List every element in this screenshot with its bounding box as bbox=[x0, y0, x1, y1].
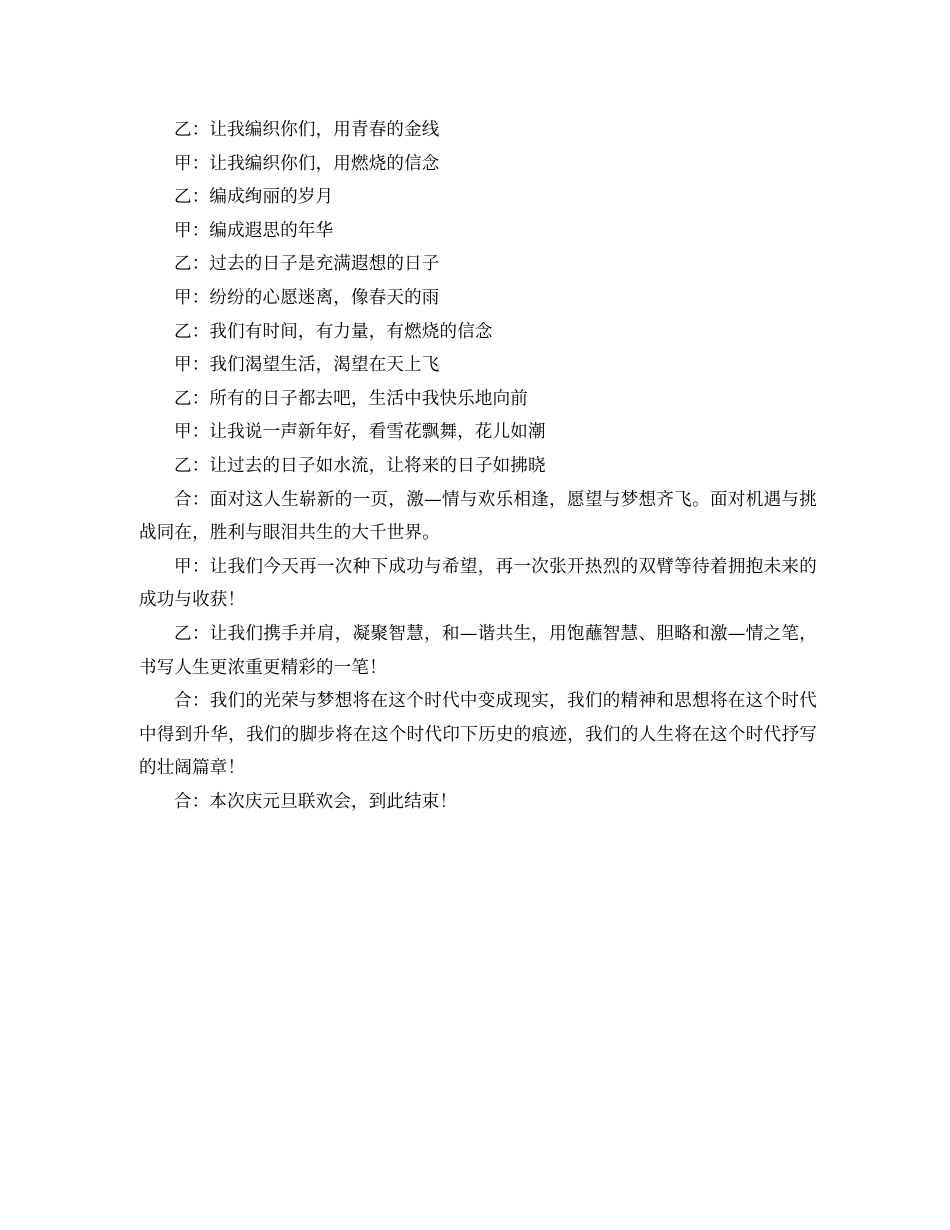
paragraph-1: 乙：让我编织你们，用青春的金线 bbox=[174, 120, 440, 140]
paragraph-11: 乙：让过去的日子如水流，让将来的日子如拂晓 bbox=[174, 455, 546, 476]
document-body bbox=[139, 114, 817, 819]
paragraph-5: 乙：过去的日子是充满遐想的日子 bbox=[174, 254, 440, 275]
paragraph-16: 合：本次庆元旦联欢会，到此结束！ bbox=[174, 791, 458, 812]
paragraph-2: 甲：让我编织你们，用燃烧的信念 bbox=[174, 153, 440, 174]
paragraph-8: 甲：我们渴望生活，渴望在天上飞 bbox=[174, 355, 440, 376]
paragraph-15: 合：我们的光荣与梦想将在这个时代中变成现实，我们的精神和思想将在这个时代中得到升华，我们的脚步将在这个时代印下历史的痕迹，我们的人生将在这个时代抒写的壮阔篇章！ bbox=[139, 691, 817, 779]
paragraph-14: 乙：让我们携手并肩，凝聚智慧，和—谐共生，用饱蘸智慧、胆略和激—情之笔，书写人生更浓重更精彩的一笔！ bbox=[139, 623, 817, 678]
paragraph-9: 乙：所有的日子都去吧，生活中我快乐地向前 bbox=[174, 388, 528, 409]
paragraph-10: 甲：让我说一声新年好，看雪花飘舞，花儿如潮 bbox=[174, 422, 546, 443]
paragraph-12: 合：面对这人生崭新的一页，激—情与欢乐相逢，愿望与梦想齐飞。面对机遇与挑战同在，胜利与眼泪共生的大千世界。 bbox=[139, 489, 817, 544]
paragraph-7: 乙：我们有时间，有力量，有燃烧的信念 bbox=[174, 321, 493, 342]
paragraph-3: 乙：编成绚丽的岁月 bbox=[174, 187, 334, 208]
paragraph-13: 甲：让我们今天再一次种下成功与希望，再一次张开热烈的双臂等待着拥抱未来的成功与收获！ bbox=[139, 556, 817, 611]
paragraph-6: 甲：纷纷的心愿迷离，像春天的雨 bbox=[174, 287, 440, 308]
paragraph-4: 甲：编成遐思的年华 bbox=[174, 220, 334, 241]
